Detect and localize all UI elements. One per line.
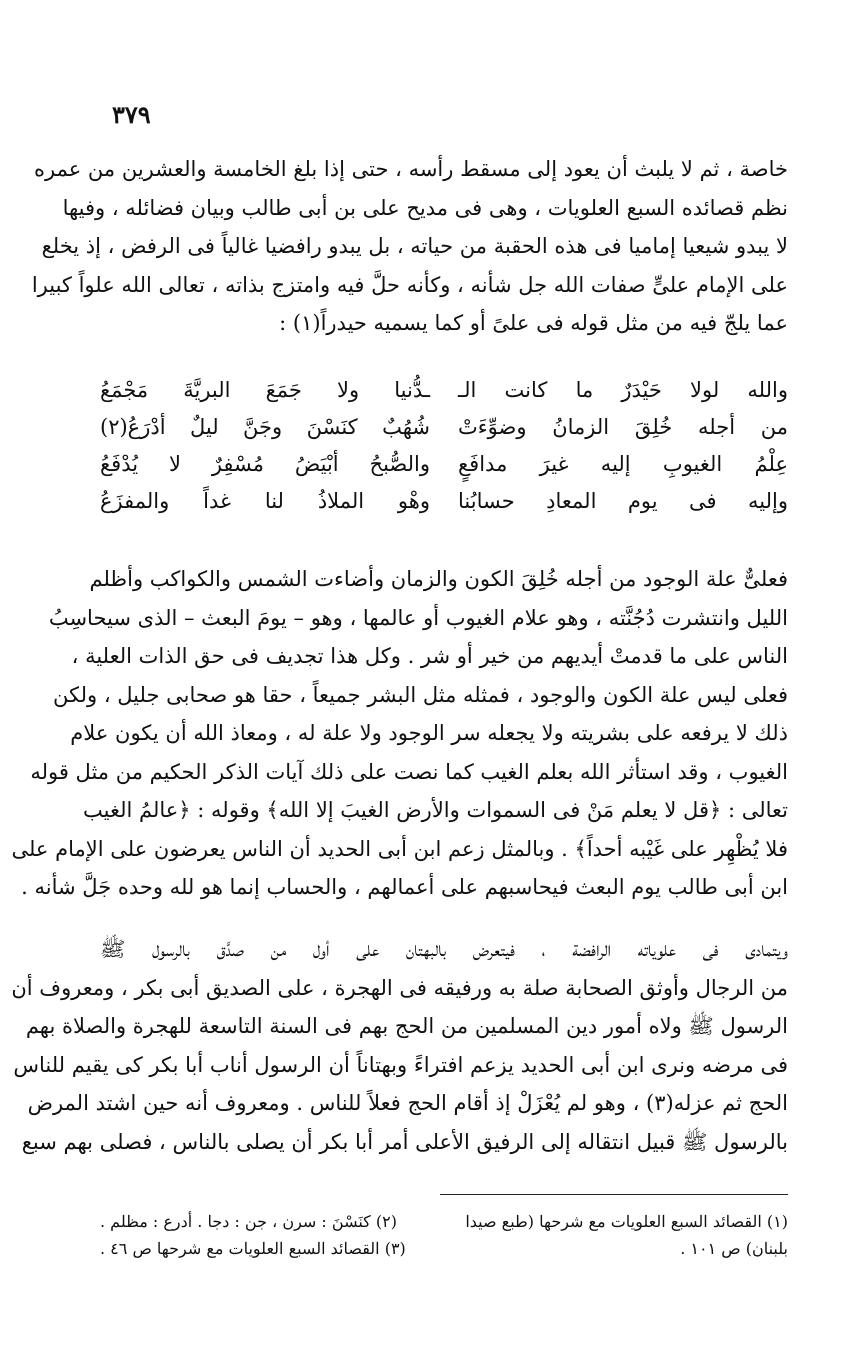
footnote-row (100, 1235, 788, 1262)
text-line: نظم قصائده السبع العلويات ، وهى فى مديح على بن أبى طالب وبيان فضائله ، وفيها (62, 195, 788, 220)
footnote-row (100, 1208, 788, 1235)
verse-first-hemistich: وإليه فى يوم المعادِ حسابُنا (458, 489, 788, 513)
verse-second-hemistich: شُهُبٌ كنَسْنَ وجَنَّ ليلٌ أدْرَعُ(٢) (100, 415, 430, 439)
text-line: عما يلجّ فيه من مثل قوله فى علىً أو كما يسميه حيدراً(١) : (279, 311, 788, 335)
poem (100, 372, 788, 520)
paragraph-1 (31, 150, 788, 343)
page-number: ٣٧٩ (112, 100, 151, 129)
footnotes (100, 1208, 788, 1262)
footnote-3: (٣) القصائد السبع العلويات مع شرحها ص ٤٦ . (100, 1239, 406, 1258)
verse-second-hemistich: وهْو الملاذُ لنا غداً والمفزَعُ (100, 489, 430, 513)
footnote-divider (440, 1194, 788, 1195)
verse (100, 446, 788, 483)
text-line: الحج ثم عزله(٣) ، وهو لم يُعْزَلْ إذ أقام الحج فعلاً للناس . ومعروف أنه حين اشتد المرض (27, 1091, 788, 1115)
footnote-2: (٢) كنَسْنَ : سرن ، جن : دجا . أدرع : مظلم . (100, 1212, 397, 1231)
text-line: خاصة ، ثم لا يلبث أن يعود إلى مسقط رأسه ، حتى إذا بلغ الخامسة والعشرين من عمره (34, 157, 788, 181)
text-line: تعالى : ﴿قل لا يعلم مَنْ فى السموات والأرض الغيبَ إلا الله﴾ وقوله : ﴿عالمُ الغيب (83, 798, 788, 822)
verse-first-hemistich: عِلْمُ الغيوبِ إليه غيرَ مدافَعٍ (458, 452, 788, 476)
verse (100, 409, 788, 446)
text-line: ابن أبى طالب يوم البعث فيحاسبهم على أعمالهم ، والحساب إنما هو لله وحده جَلَّ شأنه . (21, 875, 788, 899)
text-line: على الإمام علىٍّ صفات الله جل شأنه ، وكأنه حلَّ فيه وامتزج بذاته ، تعالى الله علواً كبيرا (31, 272, 788, 297)
text-line: فلا يُظْهِر على غَيْبه أحداً﴾ . وبالمثل زعم ابن أبى الحديد أن الناس يعرضون على الإمام على (11, 836, 788, 861)
text-line: الرسول ﷺ ولاه أمور دين المسلمين من الحج بهم فى السنة التاسعة للهجرة والصلاة بهم (25, 1014, 788, 1038)
verse-second-hemistich: والصُّبحُ أبْيَضُ مُسْفِرٌ لا يُدْفَعُ (100, 452, 430, 476)
verse-first-hemistich: والله لولا حَيْدَرٌ ما كانت الـ (458, 378, 788, 402)
text-line: ذلك لا يرفعه على بشريته ولا يجعله سر الوجود ولا علة له ، ومعاذ الله أن يكون علام (70, 721, 788, 745)
footnote-1: (١) القصائد السبع العلويات مع شرحها (طبع صيدا (465, 1212, 788, 1231)
text-line: فعلىٌّ علة الوجود من أجله خُلِقَ الكون والزمان وأضاءت الشمس والكواكب وأظلم (89, 567, 788, 591)
text-line: من الرجال وأوثق الصحابة صلة به ورفيقه فى الهجرة ، على الصديق أبى بكر ، ومعروف أن (11, 975, 788, 1000)
text-line: بالرسول ﷺ قبيل انتقاله إلى الرفيق الأعلى أمر أبا بكر أن يصلى بالناس ، فصلى بهم سبع (21, 1129, 788, 1154)
paragraph-3 (11, 930, 788, 1161)
verse (100, 483, 788, 520)
text-line: فى مرضه ونرى ابن أبى الحديد يزعم افتراءً وبهتاناً أن الرسول أناب أبا بكر كى يقيم للناس (13, 1052, 788, 1077)
text-line: الناس على ما قدمتْ أيديهم من خير أو شر . وكل هذا تجديف فى حق الذات العلية ، (71, 644, 788, 668)
verse (100, 372, 788, 409)
text-line: الغيوب ، وقد استأثر الله بعلم الغيب كما نصت على ذلك آيات الذكر الحكيم من مثل قوله (30, 759, 788, 784)
text-line: ويتمادى فى علوياته الرافضة ، فيتعرض بالبهتان على أول من صدَّق بالرسول ﷺ (100, 937, 788, 961)
footnote-1-continued: بلبنان) ص ١٠١ . (680, 1239, 788, 1258)
text-line: لا يبدو شيعيا إماميا فى هذه الحقبة من حياته ، بل يبدو رافضيا غالياً فى الرفض ، إذ يخلع (41, 234, 788, 258)
verse-first-hemistich: من أجله خُلِقَ الزمانُ وضوِّءَتْ (458, 415, 788, 439)
paragraph-2 (11, 560, 788, 907)
text-line: الليل وانتشرت دُجُنَّته ، وهو علام الغيوب أو عالمها ، وهو – يومَ البعث – الذى سيحاسِبُ (48, 605, 788, 630)
verse-second-hemistich: ـدُّنيا ولا جَمَعَ البريَّةَ مَجْمَعُ (100, 378, 430, 402)
text-line: فعلى ليس علة الكون والوجود ، فمثله مثل البشر جميعاً ، حقا هو صحابى جليل ، ولكن (53, 682, 788, 707)
